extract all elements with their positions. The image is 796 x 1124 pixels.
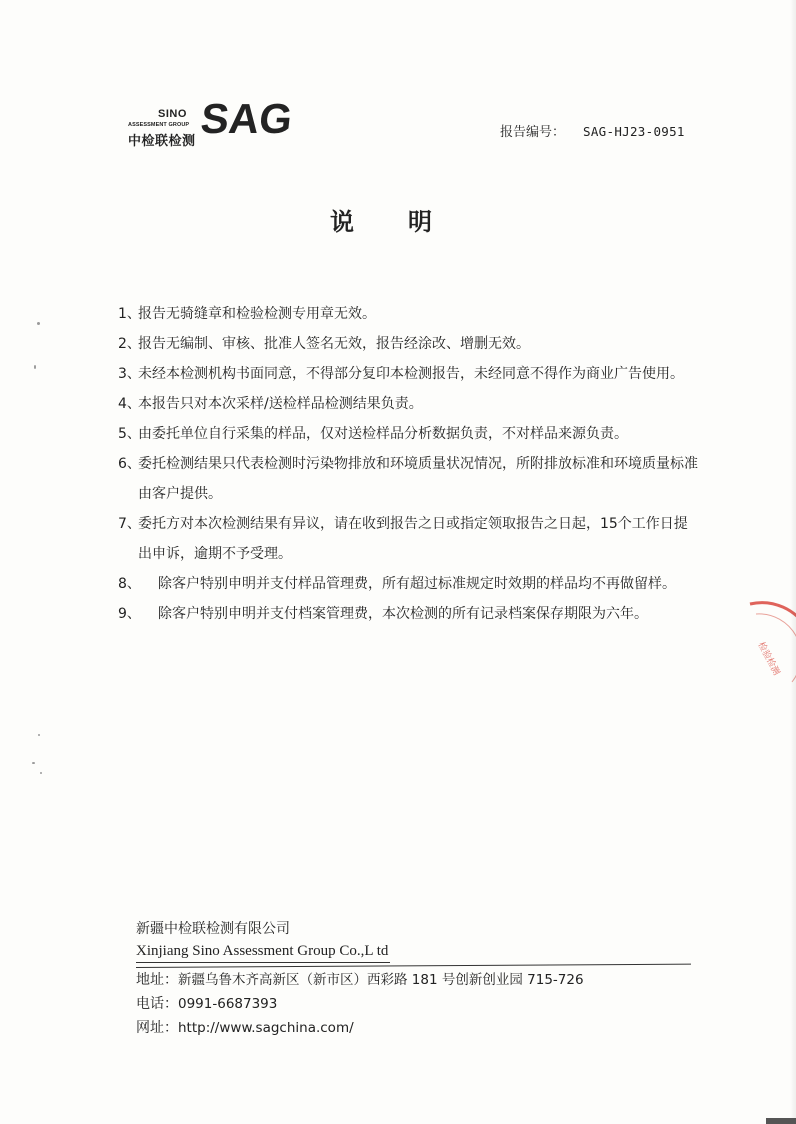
note-text: 未经本检测机构书面同意，不得部分复印本检测报告，未经同意不得作为商业广告使用。 [138, 366, 684, 382]
note-number: 3、 [118, 366, 141, 382]
phone-value: 0991-6687393 [178, 996, 278, 1012]
scan-speck [40, 772, 42, 774]
notes-list [118, 299, 698, 629]
note-item [118, 329, 698, 359]
website-row [136, 1016, 696, 1040]
note-number: 8、 [118, 576, 141, 592]
company-name-cn: 新疆中检联检测有限公司 [136, 921, 290, 937]
note-item [118, 359, 698, 389]
report-number-value: SAG-HJ23-0951 [583, 124, 685, 139]
note-item [118, 599, 698, 629]
scan-corner-mark [766, 1118, 796, 1124]
note-text: 报告无骑缝章和检验检测专用章无效。 [138, 306, 376, 322]
scan-edge-shadow [790, 0, 796, 1124]
address-value: 新疆乌鲁木齐高新区（新市区）西彩路 181 号创新创业园 715-726 [178, 972, 584, 988]
note-number: 9、 [118, 606, 141, 622]
note-text: 报告无编制、审核、批准人签名无效，报告经涂改、增删无效。 [138, 336, 530, 352]
website-label: 网址： [136, 1020, 178, 1036]
note-item [118, 419, 698, 449]
note-item [118, 569, 698, 599]
note-item [118, 509, 698, 569]
page-title: 说明 [330, 208, 486, 236]
scan-speck [37, 322, 40, 325]
note-text: 委托检测结果只代表检测时污染物排放和环境质量状况情况，所附排放标准和环境质量标准由客户提供。 [138, 456, 698, 502]
phone-row [136, 992, 696, 1016]
note-number: 7、 [118, 516, 141, 532]
address-label: 地址： [136, 972, 178, 988]
note-text: 除客户特别申明并支付样品管理费，所有超过标准规定时效期的样品均不再做留样。 [158, 576, 676, 592]
note-item [118, 449, 698, 509]
note-number: 2、 [118, 336, 141, 352]
note-text: 由委托单位自行采集的样品，仅对送检样品分析数据负责，不对样品来源负责。 [138, 426, 628, 442]
report-number [500, 121, 685, 140]
note-number: 4、 [118, 396, 141, 412]
footer [136, 918, 696, 1040]
note-number: 6、 [118, 456, 141, 472]
logo-brand-text: SAG [198, 95, 295, 142]
report-number-label: 报告编号： [500, 125, 566, 140]
company-name-en: Xinjiang Sino Assessment Group Co.,L td [136, 940, 390, 963]
seam-stamp-icon [738, 598, 796, 698]
scan-speck [34, 365, 36, 369]
phone-label: 电话： [136, 996, 178, 1012]
logo-cn-text: 中检联检测 [128, 134, 196, 149]
scan-speck [32, 762, 35, 764]
note-text: 除客户特别申明并支付档案管理费，本次检测的所有记录档案保存期限为六年。 [158, 606, 648, 622]
scan-speck [38, 734, 40, 736]
note-text: 本报告只对本次采样/送检样品检测结果负责。 [138, 396, 423, 412]
logo-sino-text: SINO [158, 108, 187, 120]
note-number: 1、 [118, 306, 141, 322]
note-item [118, 299, 698, 329]
note-number: 5、 [118, 426, 141, 442]
logo-group-text: ASSESSMENT GROUP [128, 122, 190, 128]
note-text: 委托方对本次检测结果有异议，请在收到报告之日或指定领取报告之日起，15个工作日提出申诉，逾期不予受理。 [138, 516, 688, 562]
sag-logo [128, 95, 298, 152]
stamp-text: 检验检测 [755, 640, 782, 678]
note-item [118, 389, 698, 419]
website-value[interactable]: http://www.sagchina.com/ [178, 1020, 354, 1036]
address-row [136, 968, 696, 992]
